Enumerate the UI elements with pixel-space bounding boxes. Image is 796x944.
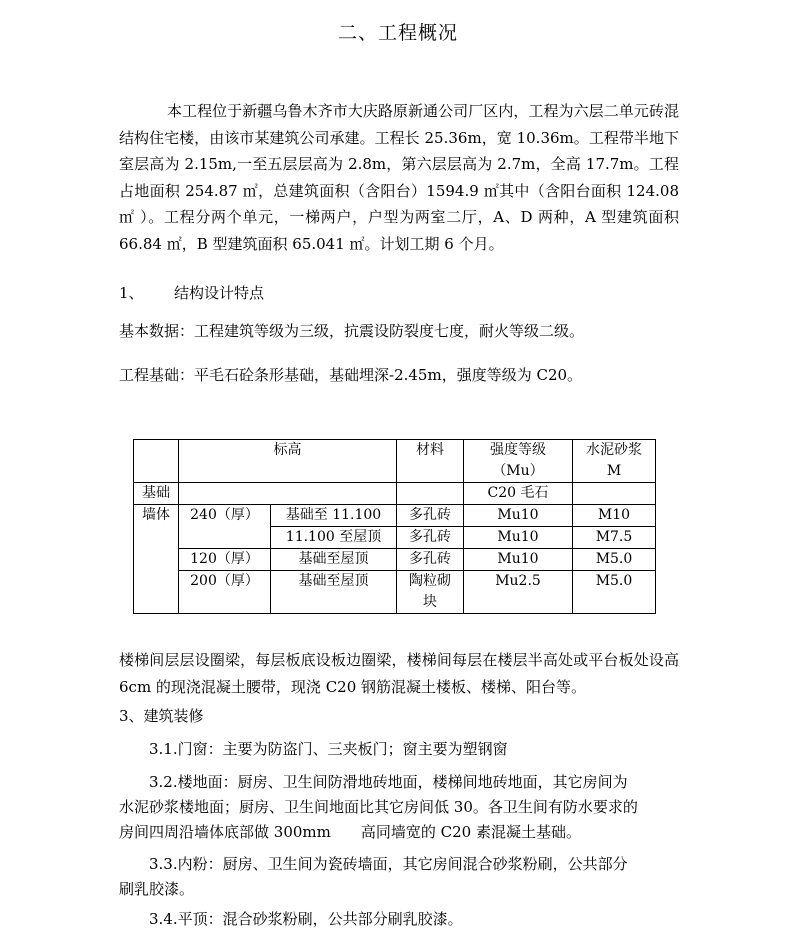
- cell-material: 多孔砖: [397, 527, 464, 549]
- table-row: [134, 505, 656, 527]
- cell-strength: Mu2.5: [464, 571, 573, 614]
- cell-mortar: M7.5: [573, 527, 656, 549]
- cell-material-line2: 块: [423, 594, 437, 610]
- header-mortar-line1: 水泥砂浆: [586, 442, 642, 458]
- header-strength-line1: 强度等级: [490, 442, 546, 458]
- header-elevation: 标高: [179, 440, 397, 483]
- table-row-foundation: [134, 483, 656, 505]
- cell-thickness: 200（厚）: [179, 571, 271, 614]
- table-row: [134, 549, 656, 571]
- material-spec-table: [133, 439, 656, 614]
- item-3-2-line3: 房间四周沿墙体底部做 300mm 高同墙宽的 C20 素混凝土基础。: [119, 823, 581, 841]
- item-3-3-line2: 刷乳胶漆。: [119, 880, 195, 898]
- cell-strength: Mu10: [464, 527, 573, 549]
- cell-thickness: 240（厚）: [179, 505, 271, 549]
- cell-strength: Mu10: [464, 505, 573, 527]
- header-mortar-line2: M: [606, 463, 622, 479]
- header-material: 材料: [397, 440, 464, 483]
- cell-range: 基础至 11.100: [271, 505, 397, 527]
- cell-material: 多孔砖: [397, 505, 464, 527]
- row-label-foundation: 基础: [134, 483, 179, 505]
- item-3-3-line1: 3.3.内粉：厨房、卫生间为瓷砖墙面，其它房间混合砂浆粉刷，公共部分: [149, 855, 628, 873]
- section-3-heading: 3、建筑装修: [119, 707, 204, 725]
- cell-material: 多孔砖: [397, 549, 464, 571]
- row-label-wall: 墙体: [134, 505, 179, 614]
- header-strength-line2: （Mu）: [492, 463, 544, 479]
- cell-range: 基础至屋顶: [271, 571, 397, 614]
- intro-paragraph: 本工程位于新疆乌鲁木齐市大庆路原新通公司厂区内，工程为六层二单元砖混结构住宅楼，由该市某建筑公司承建。工程长 25.36m，宽 10.36m。工程带半地下室层高为 2.15m,一至五层层高为 2.8m，第六层层高为 2.7m，全高 17.7m。工程占地面积 254.87 ㎡，总建筑面积（含阳台）1594.9 ㎡其中（含阳台面积 124.08 ㎡ ）。工程分两个单元，一梯两户，户型为两室二厅，A、D 两种，A 型建筑面积 66.84 ㎡，B 型建筑面积 65.041 ㎡。计划工期 6 个月。: [119, 102, 679, 253]
- cell-mortar: M5.0: [573, 571, 656, 614]
- item-3-2-line1: 3.2.楼地面：厨房、卫生间防滑地砖地面，楼梯间地砖地面，其它房间为: [149, 773, 628, 791]
- cell-mortar: M5.0: [573, 549, 656, 571]
- cell-thickness: 120（厚）: [179, 549, 271, 571]
- page-title: 二、工程概况: [337, 22, 458, 44]
- foundation-text: 工程基础：平毛石砼条形基础，基础埋深-2.45m，强度等级为 C20。: [119, 366, 583, 384]
- section-1-heading: [119, 282, 264, 303]
- foundation-strength: C20 毛石: [464, 483, 573, 505]
- cell-mortar: M10: [573, 505, 656, 527]
- table-row: [134, 571, 656, 614]
- item-3-1: 3.1.门窗：主要为防盗门、三夹板门；窗主要为塑钢窗: [149, 740, 508, 758]
- beam-paragraph: 楼梯间层层设圈梁，每层板底设板边圈梁，楼梯间每层在楼层半高处或平台板处设高 6cm 的现浇混凝土腰带，现浇 C20 钢筋混凝土楼板、楼梯、阳台等。: [119, 651, 679, 696]
- item-3-4: 3.4.平顶：混合砂浆粉刷，公共部分刷乳胶漆。: [149, 910, 463, 928]
- cell-range: 11.100 至屋顶: [271, 527, 397, 549]
- item-3-2-line2: 水泥砂浆楼地面；厨房、卫生间地面比其它房间低 30。各卫生间有防水要求的: [119, 798, 638, 816]
- cell-range: 基础至屋顶: [271, 549, 397, 571]
- section-1-title: 结构设计特点: [174, 284, 265, 302]
- cell-strength: Mu10: [464, 549, 573, 571]
- header-mortar: [573, 440, 656, 483]
- table-header-row: [134, 440, 656, 483]
- cell-material-line1: 陶粒砌: [409, 573, 451, 589]
- section-1-number: 1、: [119, 284, 144, 302]
- cell-material: [397, 571, 464, 614]
- header-strength: [464, 440, 573, 483]
- basic-data-text: 基本数据：工程建筑等级为三级，抗震设防裂度七度，耐火等级二级。: [119, 322, 585, 340]
